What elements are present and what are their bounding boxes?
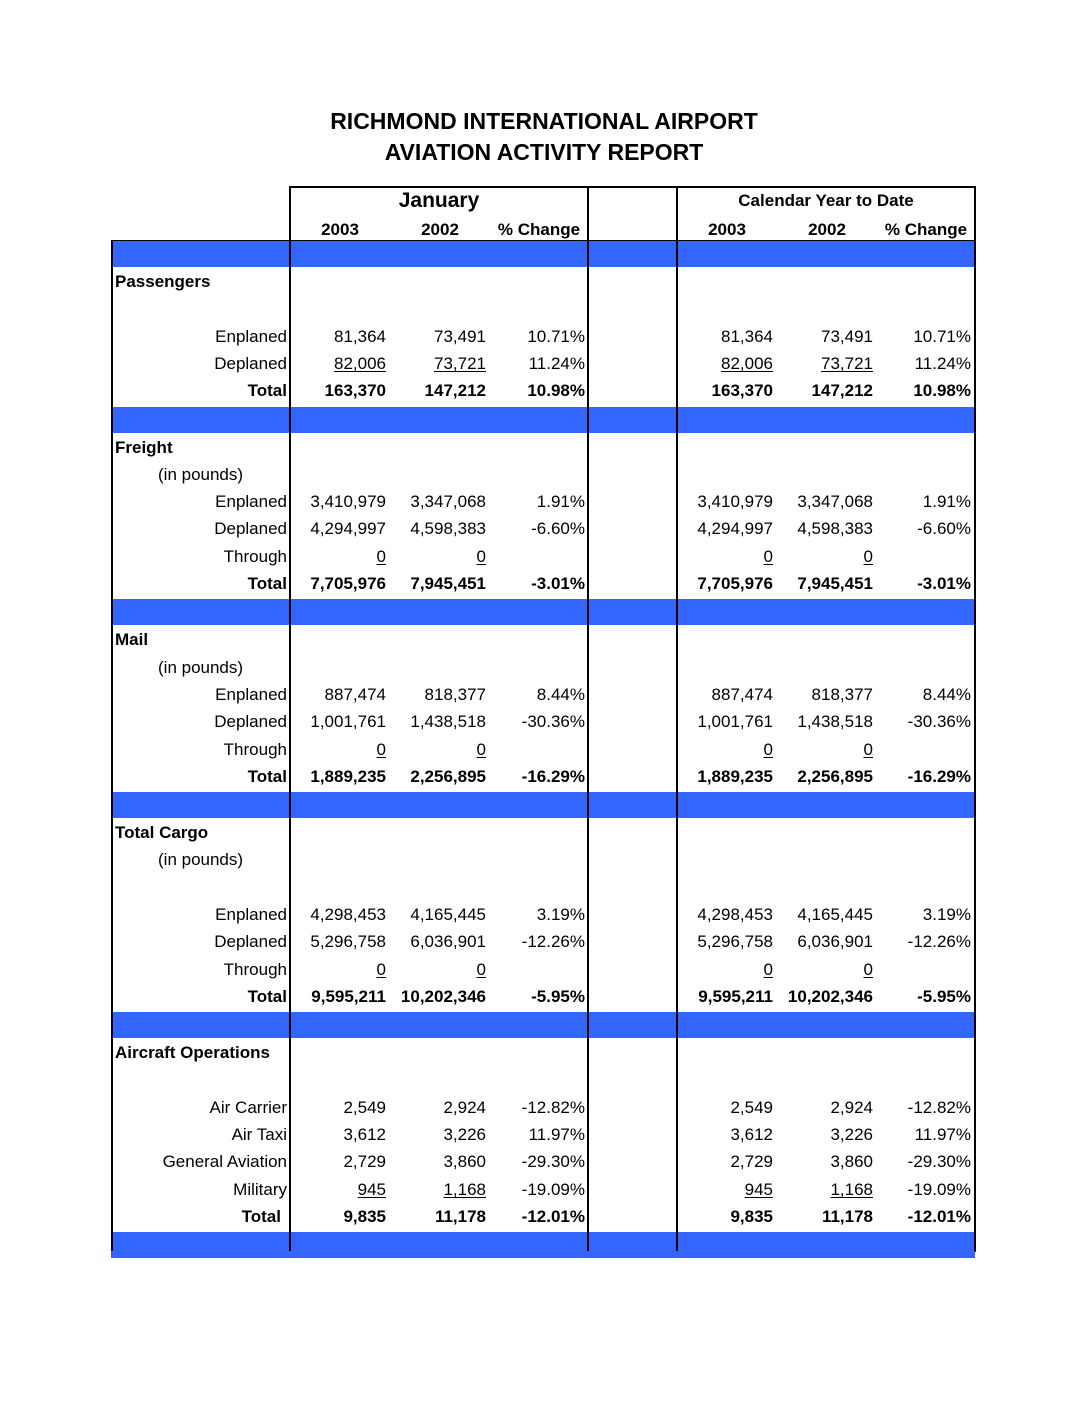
ytd-2002-value: 0 (863, 546, 873, 566)
ytd-2002-value: 3,860 (830, 1152, 873, 1172)
ytd-change-value: -19.09% (907, 1179, 971, 1199)
ytd-2003-value: 2,729 (730, 1152, 773, 1172)
jan-2002-value: 1,438,518 (410, 712, 486, 732)
column-rule (587, 186, 589, 1251)
column-rule (111, 240, 113, 1251)
jan-2003-value: 3,410,979 (310, 492, 386, 512)
ytd-change-value: 8.44% (922, 684, 971, 704)
jan-2003-value: 163,370 (324, 381, 386, 401)
row-label: Enplaned (215, 326, 287, 346)
row-label: Enplaned (215, 492, 287, 512)
jan-change-value: -12.01% (521, 1207, 585, 1226)
ytd-2003-value: 4,294,997 (697, 519, 773, 539)
ytd-change-value: 10.71% (913, 326, 971, 346)
jan-2002-value: 3,347,068 (410, 492, 486, 512)
ytd-change-value: -12.01% (907, 1207, 971, 1226)
jan-2002-value: 6,036,901 (410, 932, 486, 952)
ytd-2002-value: 73,491 (821, 326, 873, 346)
jan-2003-value: 1,001,761 (310, 712, 386, 732)
ytd-2003-value: 81,364 (721, 326, 773, 346)
ytd-change-value: -12.82% (907, 1097, 971, 1117)
row-label: Military (233, 1179, 287, 1199)
ytd-2003-value: 82,006 (721, 353, 773, 373)
row-label: Deplaned (214, 932, 287, 952)
column-header-ytd-2002: 2002 (808, 220, 846, 239)
jan-2003-value: 2,729 (343, 1152, 386, 1172)
ytd-change-value: -3.01% (917, 574, 971, 593)
ytd-2003-value: 4,298,453 (697, 905, 773, 924)
jan-2003-value: 81,364 (334, 326, 386, 346)
jan-2002-value: 73,721 (434, 353, 486, 373)
jan-2003-value: 7,705,976 (310, 574, 386, 593)
jan-change-value: 8.44% (536, 684, 585, 704)
jan-2002-value: 1,168 (443, 1179, 486, 1199)
month-header: January (398, 189, 480, 212)
jan-2003-value: 0 (376, 546, 386, 566)
row-label: Through (223, 959, 287, 979)
ytd-2003-value: 0 (763, 546, 773, 566)
jan-2002-value: 7,945,451 (410, 574, 486, 593)
jan-2003-value: 945 (357, 1179, 386, 1199)
section-title: Mail (115, 630, 149, 650)
section-divider-band (111, 599, 975, 625)
ytd-change-value: 3.19% (922, 905, 971, 924)
ytd-2002-value: 11,178 (821, 1207, 873, 1226)
column-rule (289, 186, 291, 1251)
ytd-2003-value: 0 (763, 959, 773, 979)
jan-2003-value: 887,474 (324, 684, 386, 704)
jan-2003-value: 9,835 (343, 1207, 386, 1226)
jan-2002-value: 2,256,895 (410, 766, 486, 786)
jan-change-value: -30.36% (521, 712, 585, 732)
ytd-2002-value: 7,945,451 (797, 574, 873, 593)
jan-2002-value: 818,377 (424, 684, 486, 704)
jan-2002-value: 11,178 (434, 1207, 486, 1226)
ytd-2002-value: 10,202,346 (787, 986, 873, 1006)
jan-2002-value: 4,165,445 (410, 905, 486, 924)
section-divider-band (111, 792, 975, 818)
section-divider-band (111, 407, 975, 433)
ytd-2002-value: 2,256,895 (797, 766, 873, 786)
ytd-2003-value: 3,410,979 (697, 492, 773, 512)
ytd-header: Calendar Year to Date (738, 191, 914, 210)
ytd-2002-value: 818,377 (811, 684, 873, 704)
jan-2002-value: 2,924 (443, 1097, 486, 1117)
ytd-2002-value: 6,036,901 (797, 932, 873, 952)
ytd-change-value: -29.30% (907, 1152, 971, 1172)
section-title: Total Cargo (115, 823, 209, 843)
ytd-2002-value: 4,598,383 (797, 519, 873, 539)
report-title-line2: AVIATION ACTIVITY REPORT (384, 139, 704, 165)
jan-2003-value: 3,612 (343, 1125, 386, 1145)
ytd-change-value: -12.26% (907, 932, 971, 952)
row-label: Total (247, 574, 287, 593)
jan-change-value: -12.82% (521, 1097, 585, 1117)
ytd-change-value: 11.24% (914, 353, 971, 373)
section-title: Passengers (115, 272, 211, 291)
jan-2002-value: 0 (476, 546, 486, 566)
row-label: Total (247, 986, 287, 1006)
ytd-2002-value: 73,721 (821, 353, 873, 373)
ytd-change-value: 11.97% (914, 1125, 971, 1145)
ytd-2002-value: 1,168 (830, 1179, 873, 1199)
jan-change-value: 11.97% (528, 1125, 585, 1145)
row-label: Deplaned (214, 353, 287, 373)
row-label: Through (223, 546, 287, 566)
row-label: Total (247, 381, 287, 401)
jan-2002-value: 10,202,346 (400, 986, 486, 1006)
section-title: Freight (115, 437, 173, 457)
jan-change-value: 10.71% (527, 326, 585, 346)
row-label: Air Carrier (209, 1097, 287, 1117)
jan-2003-value: 0 (376, 959, 386, 979)
ytd-2003-value: 1,889,235 (697, 766, 773, 786)
ytd-2003-value: 1,001,761 (697, 712, 773, 732)
column-rule (676, 186, 678, 1251)
ytd-2002-value: 3,347,068 (797, 492, 873, 512)
jan-2003-value: 0 (376, 739, 386, 759)
ytd-2002-value: 3,226 (830, 1125, 873, 1145)
jan-2003-value: 9,595,211 (311, 986, 386, 1006)
section-subtitle: (in pounds) (158, 850, 244, 870)
section-title: Aircraft Operations (115, 1043, 270, 1063)
column-header-jan-2003: 2003 (321, 220, 359, 239)
jan-2003-value: 82,006 (334, 353, 386, 373)
section-divider-band (111, 1232, 975, 1258)
ytd-change-value: -6.60% (917, 519, 971, 539)
jan-2002-value: 3,226 (443, 1125, 486, 1145)
jan-2002-value: 3,860 (443, 1152, 486, 1172)
row-label: Total (241, 1207, 281, 1226)
row-label: Total (247, 766, 287, 786)
ytd-2002-value: 4,165,445 (797, 905, 873, 924)
column-rule (974, 186, 976, 1251)
ytd-2003-value: 3,612 (730, 1125, 773, 1145)
jan-2003-value: 5,296,758 (310, 932, 386, 952)
jan-change-value: -6.60% (531, 519, 585, 539)
section-subtitle: (in pounds) (158, 464, 244, 484)
section-subtitle: (in pounds) (158, 657, 244, 677)
jan-change-value: -12.26% (521, 932, 585, 952)
row-rule (289, 186, 976, 188)
row-label: Deplaned (214, 519, 287, 539)
row-label: Deplaned (214, 712, 287, 732)
section-divider-band (111, 241, 975, 267)
ytd-2003-value: 2,549 (730, 1097, 773, 1117)
report-title-line1: RICHMOND INTERNATIONAL AIRPORT (330, 108, 758, 134)
ytd-2002-value: 2,924 (830, 1097, 873, 1117)
jan-change-value: 1.91% (536, 492, 585, 512)
jan-change-value: 10.98% (527, 381, 585, 401)
row-label: General Aviation (162, 1152, 287, 1172)
jan-change-value: -16.29% (521, 766, 585, 786)
jan-2002-value: 73,491 (434, 326, 486, 346)
ytd-2003-value: 9,595,211 (698, 986, 773, 1006)
ytd-change-value: -16.29% (907, 766, 971, 786)
ytd-2003-value: 887,474 (711, 684, 773, 704)
row-label: Air Taxi (231, 1125, 287, 1145)
row-label: Through (223, 739, 287, 759)
ytd-2003-value: 163,370 (711, 381, 773, 401)
jan-2003-value: 1,889,235 (310, 766, 386, 786)
ytd-2002-value: 147,212 (811, 381, 873, 401)
jan-change-value: -19.09% (521, 1179, 585, 1199)
ytd-2002-value: 0 (863, 959, 873, 979)
section-divider-band (111, 1012, 975, 1038)
column-header-jan-2002: 2002 (421, 220, 459, 239)
ytd-change-value: -5.95% (917, 986, 971, 1006)
jan-2002-value: 0 (476, 959, 486, 979)
ytd-2002-value: 0 (863, 739, 873, 759)
column-header-ytd-2003: 2003 (708, 220, 746, 239)
jan-2002-value: 147,212 (424, 381, 486, 401)
jan-2003-value: 4,298,453 (310, 905, 386, 924)
ytd-2003-value: 0 (763, 739, 773, 759)
ytd-2003-value: 7,705,976 (697, 574, 773, 593)
jan-change-value: -29.30% (521, 1152, 585, 1172)
jan-2002-value: 4,598,383 (410, 519, 486, 539)
ytd-change-value: 1.91% (922, 492, 971, 512)
ytd-change-value: -30.36% (907, 712, 971, 732)
row-label: Enplaned (215, 905, 287, 924)
jan-2003-value: 2,549 (343, 1097, 386, 1117)
jan-change-value: -5.95% (531, 986, 585, 1006)
jan-2003-value: 4,294,997 (310, 519, 386, 539)
jan-2002-value: 0 (476, 739, 486, 759)
ytd-2002-value: 1,438,518 (797, 712, 873, 732)
ytd-2003-value: 9,835 (730, 1207, 773, 1226)
ytd-2003-value: 5,296,758 (697, 932, 773, 952)
jan-change-value: -3.01% (531, 574, 585, 593)
ytd-2003-value: 945 (744, 1179, 773, 1199)
ytd-change-value: 10.98% (913, 381, 971, 401)
jan-change-value: 3.19% (536, 905, 585, 924)
column-header-jan-change: % Change (497, 220, 581, 239)
jan-change-value: 11.24% (528, 353, 585, 373)
column-header-ytd-change: % Change (884, 220, 968, 239)
row-label: Enplaned (215, 684, 287, 704)
